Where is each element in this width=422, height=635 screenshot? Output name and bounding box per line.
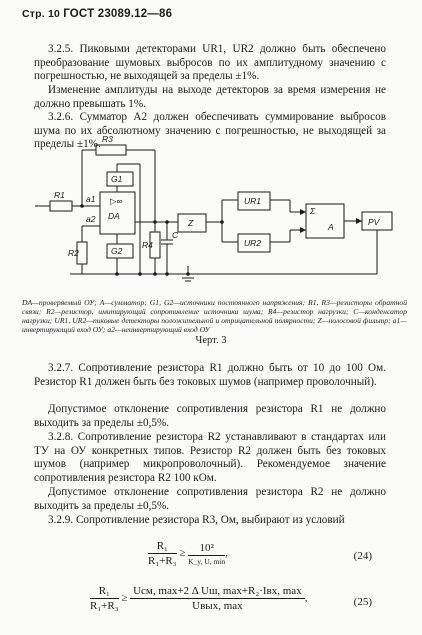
eq24-numerator: R₁ xyxy=(148,540,177,554)
label-r2: R2 xyxy=(68,248,79,258)
equation-25: $\frac{\text{R₁}}{\text{R₁+R₃}}$ ≥ $\frac{\text{Uсм, max+2 Δ Uш, max+R₂·Iвх, max}}{\text{Uвых, max}}$ , xyxy=(90,585,308,612)
equation-24: $\frac{\text{R₁}}{\text{R₁+R₃}}$ ≥ $\frac{\text{10²}}{K\_y, U, \min}$ , xyxy=(148,540,228,567)
eq25-rhs-denominator: Uвых, max xyxy=(192,600,243,612)
label-z: Z xyxy=(188,218,194,228)
paragraph-3-2-8: 3.2.8. Сопротивление резистора R2 устанавливают в стандартах или ТУ на ОУ конкретных типов. Резистор R2 должен быть без токовых шумов (например микропроволочный). Рекомендуемое значение сопротивления резистора R2 100 кОм. xyxy=(34,431,386,484)
label-pv: PV xyxy=(368,217,380,227)
eq24-rhs-numerator: 10² xyxy=(188,542,225,556)
eq25-relation: ≥ xyxy=(121,592,128,605)
label-amp-symbol: ▷∞ xyxy=(110,196,123,206)
figure-caption: DA—проверяемый ОУ; A—сумматор; G1, G2—источники постоянного напряжения; R1, R3—резисторы обратной связи; R2—резистор, имитирующий сопротивление источника шума; R4—резистор нагрузки; C—конденсатор нагрузки; UR1, UR2—пиковые детекторы положительной и отрицательной полярности; Z—полосовой фильтр; a1—инвертирующий вход ОУ; a2—неинвертирующий вход ОУ xyxy=(22,298,407,334)
eq25-denominator: R₁+R₃ xyxy=(90,600,119,612)
eq24-relation: ≥ xyxy=(179,547,186,560)
eq24-rhs-denominator: K_y, U, min xyxy=(188,556,226,566)
label-g2: G2 xyxy=(111,246,123,256)
label-r3: R3 xyxy=(102,134,113,144)
equation-24-number: (24) xyxy=(353,550,372,562)
eq25-rhs-numerator: Uсм, max+2 Δ Uш, max+R₂·Iвх, max xyxy=(130,585,305,599)
page-header xyxy=(22,8,172,20)
standard-number: ГОСТ 23089.12—86 xyxy=(63,8,173,20)
label-da: DA xyxy=(108,211,120,221)
label-sigma: Σ xyxy=(310,206,316,216)
label-a2: a2 xyxy=(86,214,96,224)
eq24-denominator: R₁+R₃ xyxy=(148,555,177,567)
paragraph-3-2-7: 3.2.7. Сопротивление резистора R1 должно быть от 10 до 100 Ом. Резистор R1 должен быть без токовых шумов (например проволочный). xyxy=(34,362,386,388)
label-g1: G1 xyxy=(111,174,123,184)
circuit-diagram xyxy=(10,134,415,306)
eq25-numerator: R₁ xyxy=(90,585,119,599)
label-ur1: UR1 xyxy=(244,196,262,206)
label-a1: a1 xyxy=(86,194,96,204)
label-r1: R1 xyxy=(54,190,65,200)
paragraph-3-2-9: 3.2.9. Сопротивление резистора R3, Ом, выбирают из условий xyxy=(48,514,345,526)
page-number: Стр. 10 xyxy=(22,8,61,20)
paragraph-3-2-7-b: Допустимое отклонение сопротивления резистора R1 не должно выходить за пределы ±0,5%. xyxy=(34,403,386,429)
label-c: C xyxy=(172,230,179,240)
paragraph-3-2-8-b: Допустимое отклонение сопротивления резистора R2 не должно выходить за пределы ±0,5%. xyxy=(34,486,386,512)
equation-25-number: (25) xyxy=(353,596,372,608)
label-ur2: UR2 xyxy=(244,238,262,248)
paragraph-3-2-5-b: Изменение амплитуды на выходе детекторов за время измерения не должно превышать 1%. xyxy=(34,84,386,110)
paragraph-3-2-6: 3.2.6. Сумматор A2 должен обеспечивать суммирование выбросов шума по их абсолютному значению с погрешностью, не выходящей за пределы ±1%. xyxy=(34,111,386,151)
paragraph-3-2-5: 3.2.5. Пиковыми детекторами UR1, UR2 должно быть обеспечено преобразование шумовых выбросов по их амплитудному значению с погрешностью, не выходящей за пределы ±1%. xyxy=(34,43,386,83)
label-r4: R4 xyxy=(142,240,153,250)
label-summator: A xyxy=(328,222,334,232)
figure-title: Черт. 3 xyxy=(195,335,227,346)
